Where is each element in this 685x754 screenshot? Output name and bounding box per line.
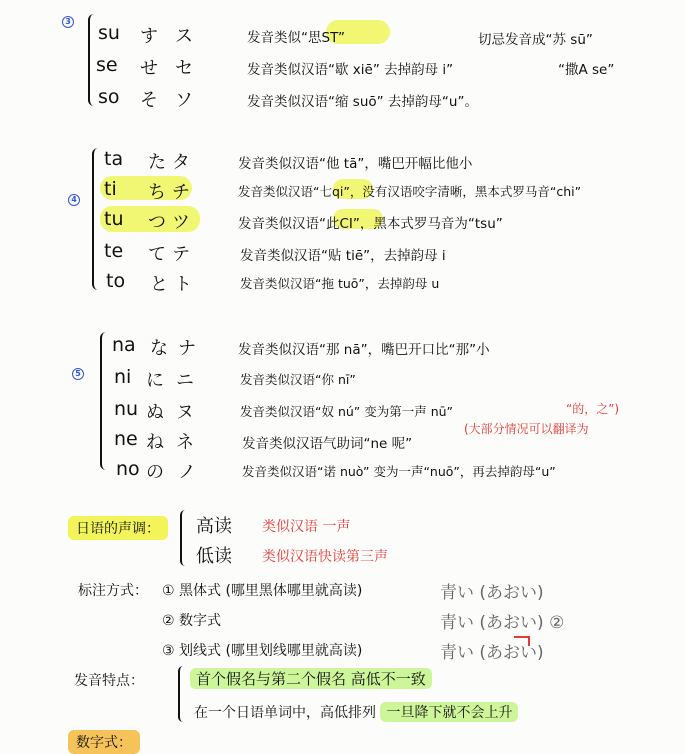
- footer-label-text: 数字式：: [68, 730, 140, 754]
- hiragana-nu: ぬ: [146, 402, 164, 423]
- tones-brace: [180, 510, 190, 566]
- note-to: 发音类似汉语“拖 tuō”，去掉韵母 u: [240, 276, 440, 291]
- hiragana-ta: た: [148, 152, 166, 173]
- romaji-ni: ni: [114, 366, 132, 388]
- notation-method-2: ② 数字式: [162, 613, 222, 629]
- hiragana-ni: に: [146, 370, 164, 391]
- romaji-te: te: [104, 240, 124, 262]
- romaji-to: to: [106, 270, 126, 292]
- footer-label: [68, 730, 140, 754]
- features-line-1-text: 首个假名与第二个假名 高低不一致: [190, 668, 432, 689]
- notation-example-2: 青い (あおい) ②: [440, 613, 565, 633]
- romaji-ta: ta: [104, 148, 124, 170]
- hiragana-tu: つ: [148, 212, 166, 233]
- hiragana-se: せ: [140, 58, 158, 79]
- romaji-se: se: [96, 54, 118, 76]
- side-note-translation: (大部分情况可以翻译为: [464, 422, 589, 436]
- katakana-se: セ: [175, 58, 193, 79]
- katakana-na: ナ: [178, 338, 196, 359]
- note-na: 发音类似汉语“那 nā”，嘴巴开口比“那”小: [238, 342, 490, 358]
- hiragana-ne: ね: [146, 432, 164, 453]
- note-ta: 发音类似汉语“他 tā”，嘴巴开幅比他小: [238, 156, 473, 172]
- note-nu: 发音类似汉语“奴 nú” 变为第一声 nū”: [240, 404, 454, 419]
- hiragana-su: す: [140, 26, 158, 47]
- tones-label: [68, 516, 168, 540]
- features-label: 发音特点：: [74, 673, 144, 689]
- features-line-2-b: 一旦降下就不会上升: [380, 702, 518, 722]
- hiragana-so: そ: [140, 90, 158, 111]
- section-5-brace: [100, 332, 112, 470]
- katakana-ti: チ: [172, 182, 190, 203]
- katakana-nu: ヌ: [176, 402, 194, 423]
- tone-low: 低读: [196, 546, 232, 567]
- katakana-ta: タ: [172, 152, 190, 173]
- side-note-particle: “的，之”): [566, 402, 620, 416]
- katakana-to: ト: [174, 274, 192, 295]
- katakana-tu: ツ: [172, 212, 190, 233]
- hiragana-te: て: [148, 244, 166, 265]
- notation-method-3: ③ 划线式 (哪里划线哪里就高读): [162, 643, 363, 659]
- romaji-tu: tu: [104, 208, 124, 230]
- tones-label-text: 日语的声调：: [68, 516, 168, 540]
- notation-example-3: 青い (あおい): [440, 643, 544, 663]
- features-brace: [178, 666, 188, 722]
- hiragana-na: な: [150, 338, 168, 359]
- note-ni: 发音类似汉语“你 nī”: [240, 372, 356, 387]
- romaji-so: so: [98, 86, 120, 108]
- note-se: 发音类似汉语“歇 xiē” 去掉韵母 i”: [247, 62, 454, 78]
- note-su-extra: 切忌发音成“苏 sū”: [478, 32, 593, 48]
- note-ne: 发音类似汉语气助词“ne 呢”: [242, 436, 413, 452]
- section-4-number: 4: [68, 194, 80, 206]
- katakana-te: テ: [172, 244, 190, 265]
- hiragana-ti: ち: [148, 182, 166, 203]
- katakana-ne: ネ: [176, 432, 194, 453]
- section-5-number: 5: [72, 368, 84, 380]
- note-tu: 发音类似汉语“此CI”，黑本式罗马音为“tsu”: [238, 216, 503, 232]
- note-se-extra: “撒A se”: [558, 62, 615, 78]
- romaji-nu: nu: [114, 398, 139, 420]
- note-no: 发音类似汉语“诺 nuò” 变为一声“nuō”，再去掉韵母“u”: [242, 464, 556, 479]
- hiragana-no: の: [146, 462, 164, 483]
- section-3-number: 3: [62, 16, 74, 28]
- hiragana-to: と: [150, 274, 168, 295]
- note-so: 发音类似汉语“缩 suō” 去掉韵母“u”。: [247, 94, 478, 110]
- katakana-ni: ニ: [176, 370, 194, 391]
- katakana-so: ソ: [175, 90, 193, 111]
- features-line-1: [190, 668, 432, 689]
- note-te: 发音类似汉语“贴 tiē”，去掉韵母 i: [240, 248, 446, 264]
- romaji-ne: ne: [114, 428, 138, 450]
- romaji-na: na: [112, 334, 136, 356]
- tone-high-desc: 类似汉语 一声: [262, 519, 351, 535]
- note-ti: 发音类似汉语“七qi”，没有汉语咬字清晰，黑本式罗马音“chi”: [238, 184, 582, 199]
- note-su: 发音类似“思ST”: [247, 30, 346, 46]
- katakana-su: ス: [175, 26, 193, 47]
- features-line-2: [194, 702, 518, 722]
- features-line-2-a: 在一个日语单词中，高低排列: [194, 705, 376, 721]
- romaji-ti: ti: [104, 178, 117, 200]
- underline-mark: [514, 636, 530, 646]
- tone-high: 高读: [196, 516, 232, 537]
- romaji-su: su: [98, 22, 120, 44]
- notation-method-1: ① 黑体式 (哪里黑体哪里就高读): [162, 583, 363, 599]
- katakana-no: ノ: [178, 462, 196, 483]
- notation-label: 标注方式：: [78, 583, 148, 599]
- romaji-no: no: [116, 458, 140, 480]
- tone-low-desc: 类似汉语快读第三声: [262, 549, 388, 565]
- notation-example-1: 青い (あおい): [440, 583, 544, 603]
